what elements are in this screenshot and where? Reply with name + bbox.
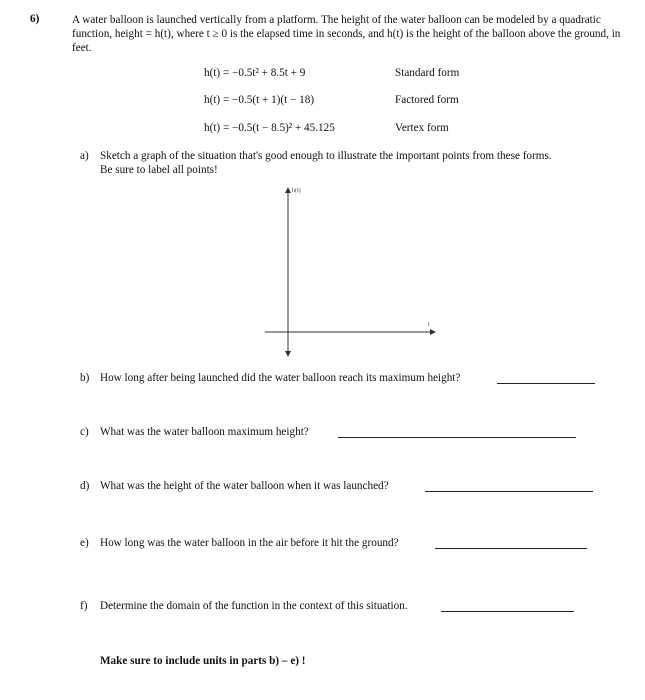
part-a-text: Sketch a graph of the situation that's good enough to illustrate the important points from these forms.: [100, 150, 552, 162]
question-number: 6): [30, 13, 40, 25]
part-c-letter: c): [80, 426, 89, 438]
part-b-answer-blank[interactable]: [497, 383, 595, 384]
units-reminder: Make sure to include units in parts b) – e) !: [100, 655, 306, 667]
part-e-answer-blank[interactable]: [435, 548, 587, 549]
factored-form-equation: h(t) = −0.5(t + 1)(t − 18): [204, 94, 315, 106]
part-b-text: How long after being launched did the water balloon reach its maximum height?: [100, 372, 461, 384]
question-intro: A water balloon is launched vertically from a platform. The height of the water balloon can be modeled by a quadratic function, height = h(t), where t ≥ 0 is the elapsed time in seconds, and h(t) is the height of the balloon above the ground, in feet.: [72, 14, 621, 54]
vertex-form-label: Vertex form: [395, 122, 449, 134]
part-f-answer-blank[interactable]: [441, 611, 574, 612]
standard-form-equation: h(t) = −0.5t² + 8.5t + 9: [204, 67, 306, 79]
part-f-letter: f): [80, 600, 88, 612]
y-axis-label: h(t): [292, 188, 301, 194]
sketch-axes: [255, 180, 445, 360]
part-f-text: Determine the domain of the function in the context of this situation.: [100, 600, 408, 612]
x-axis-label: t: [428, 322, 430, 328]
part-b-letter: b): [80, 372, 90, 384]
part-a-letter: a): [80, 150, 89, 162]
part-d-letter: d): [80, 480, 90, 492]
part-c-text: What was the water balloon maximum height?: [100, 426, 309, 438]
vertex-form-equation: h(t) = −0.5(t − 8.5)² + 45.125: [204, 122, 335, 134]
part-a-text-line2: Be sure to label all points!: [100, 164, 218, 176]
factored-form-label: Factored form: [395, 94, 459, 106]
standard-form-label: Standard form: [395, 67, 460, 79]
part-c-answer-blank[interactable]: [338, 437, 576, 438]
part-d-answer-blank[interactable]: [425, 491, 593, 492]
part-d-text: What was the height of the water balloon when it was launched?: [100, 480, 389, 492]
part-e-text: How long was the water balloon in the air before it hit the ground?: [100, 537, 399, 549]
part-e-letter: e): [80, 537, 89, 549]
